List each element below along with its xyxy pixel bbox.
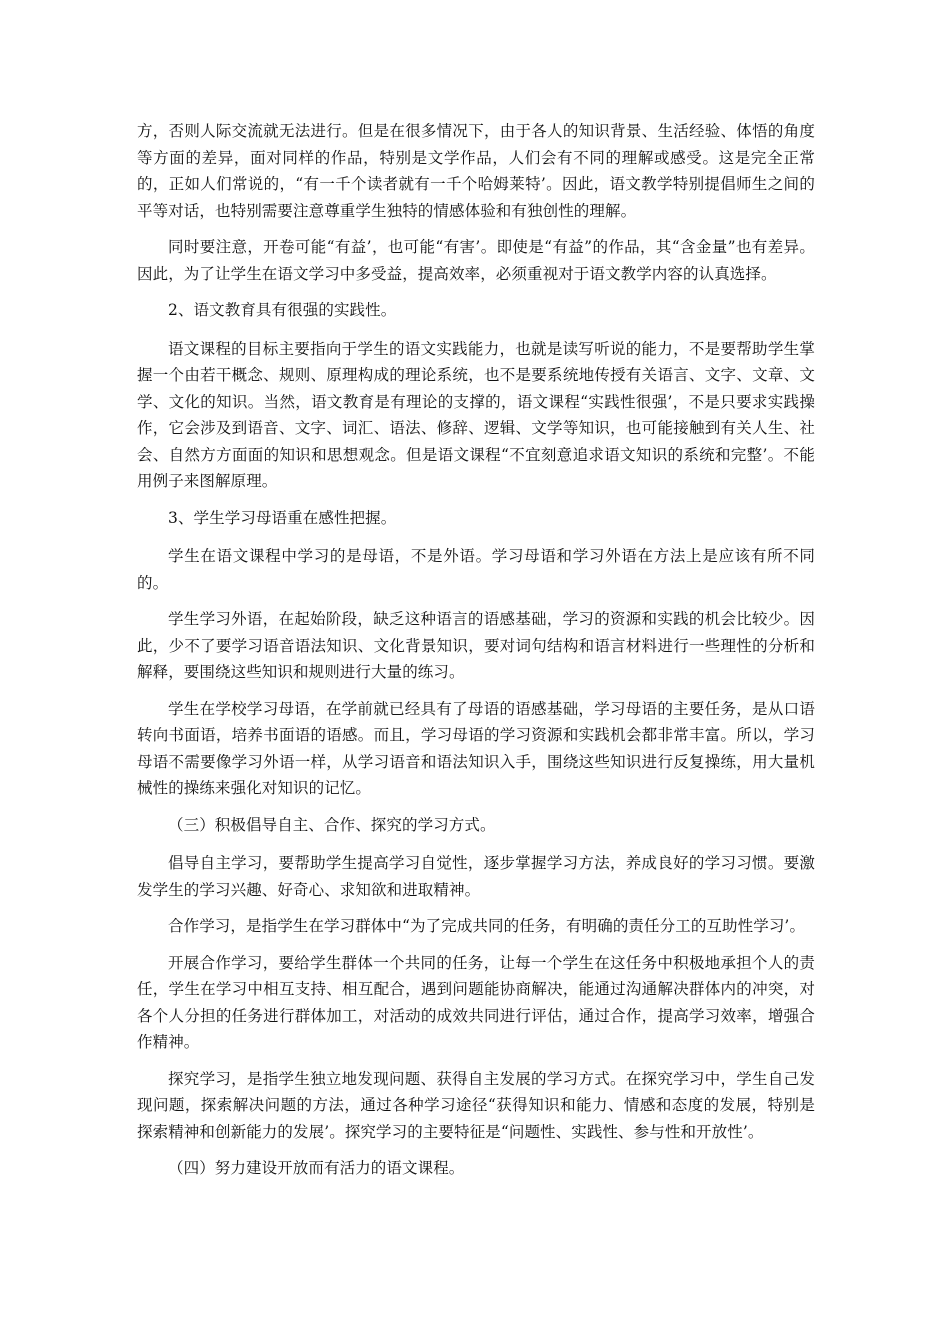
document-body [137,118,815,1194]
body-paragraph: 方，否则人际交流就无法进行。但是在很多情况下，由于各人的知识背景、生活经验、体悟的角度等方面的差异，面对同样的作品，特别是文学作品，人们会有不同的理解或感受。这是完全正常的，正如人们常说的，“有一千个读者就有一千个哈姆莱特’。因此，语文教学特别提倡师生之间的平等对话，也特别需要注意尊重学生独特的情感体验和有独创性的理解。 [137,122,815,220]
body-paragraph: 学生学习外语，在起始阶段，缺乏这种语言的语感基础，学习的资源和实践的机会比较少。因此，少不了要学习语音语法知识、文化背景知识，要对词句结构和语言材料进行一些理性的分析和解释，要围绕这些知识和规则进行大量的练习。 [137,610,815,681]
body-paragraph: 同时要注意，开卷可能“有益’，也可能“有害’。即使是“有益”的作品，其“含金量”也有差异。因此，为了让学生在语文学习中多受益，提高效率，必须重视对于语文教学内容的认真选择。 [137,238,815,283]
body-paragraph: 语文课程的目标主要指向于学生的语文实践能力，也就是读写听说的能力，不是要帮助学生掌握一个由若干概念、规则、原理构成的理论系统，也不是要系统地传授有关语言、文字、文章、文学、文化的知识。当然，语文教育是有理论的支撑的，语文课程“实践性很强’，不是只要求实践操作，它会涉及到语音、文字、词汇、语法、修辞、逻辑、文学等知识，也可能接触到有关人生、社会、自然方方面面的知识和思想观念。但是语文课程“不宜刻意追求语文知识的系统和完整’。不能用例子来图解原理。 [137,339,815,490]
section-heading: （四）努力建设开放而有活力的语文课程。 [168,1159,465,1177]
body-paragraph: 开展合作学习，要给学生群体一个共同的任务，让每一个学生在这任务中积极地承担个人的责任，学生在学习中相互支持、相互配合，遇到问题能协商解决，能通过沟通解决群体内的冲突，对各个人分担的任务进行群体加工，对活动的成效共同进行评估，通过合作，提高学习效率，增强合作精神。 [137,953,815,1051]
section-heading: 2、语文教育具有很强的实践性。 [168,301,397,319]
body-paragraph: 学生在语文课程中学习的是母语，不是外语。学习母语和学习外语在方法上是应该有所不同的。 [137,547,815,592]
body-paragraph: 倡导自主学习，要帮助学生提高学习自觉性，逐步掌握学习方法，养成良好的学习习惯。要激发学生的学习兴趣、好奇心、求知欲和进取精神。 [137,854,815,899]
section-heading: （三）积极倡导自主、合作、探究的学习方式。 [168,815,496,834]
body-paragraph: 探究学习，是指学生独立地发现问题、获得自主发展的学习方式。在探究学习中，学生自己发现问题，探索解决问题的方法，通过各种学习途径“获得知识和能力、情感和态度的发展，特别是探索精神和创新能力的发展’。探究学习的主要特征是“问题性、实践性、参与性和开放性’。 [137,1069,815,1141]
section-heading: 3、学生学习母语重在感性把握。 [168,508,397,527]
body-paragraph: 学生在学校学习母语，在学前就已经具有了母语的语感基础，学习母语的主要任务，是从口语转向书面语，培养书面语的语感。而且，学习母语的学习资源和实践机会都非常丰富。所以，学习母语不需要像学习外语一样，从学习语音和语法知识入手，围绕这些知识进行反复操练，用大量机械性的操练来强化对知识的记忆。 [137,699,815,797]
body-paragraph: 合作学习，是指学生在学习群体中“为了完成共同的任务，有明确的责任分工的互助性学习’。 [168,917,806,935]
